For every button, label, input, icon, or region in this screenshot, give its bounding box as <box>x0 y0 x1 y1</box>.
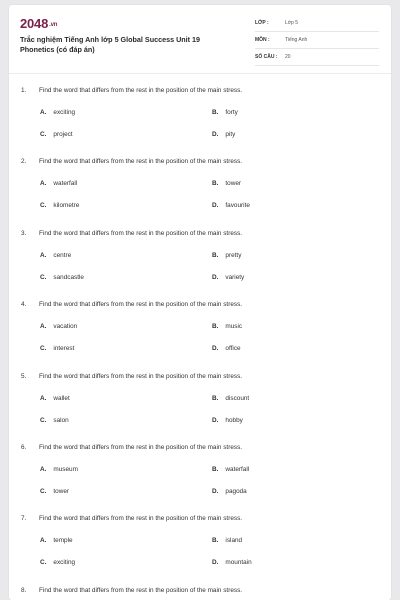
answer-letter: B. <box>212 465 219 473</box>
answer-letter: D. <box>212 487 219 495</box>
question-item <box>9 580 391 600</box>
answer-letter: A. <box>40 537 47 545</box>
answer-text: pretty <box>225 251 242 259</box>
question-text: Find the word that differs from the rest in the position of the main stress. <box>39 443 243 451</box>
meta-label-count: SỐ CÂU : <box>255 54 278 60</box>
answer-letter: A. <box>40 394 47 402</box>
answer-letter: B. <box>212 394 219 402</box>
answer-text: sandcastle <box>53 273 84 281</box>
logo-number: 2048 <box>20 16 49 31</box>
answer-letter: A. <box>40 109 47 116</box>
question-number: 2. <box>21 158 27 166</box>
answer-letter: D. <box>212 416 219 424</box>
meta-label-class: LỚP : <box>255 20 269 26</box>
worksheet-header <box>9 5 391 67</box>
answer-option-a[interactable] <box>40 395 70 402</box>
answer-text: exciting <box>53 109 76 116</box>
question-number: 7. <box>21 515 27 523</box>
worksheet-meta <box>255 15 379 66</box>
question-number: 5. <box>21 372 27 380</box>
answer-letter: D. <box>212 345 219 353</box>
answer-option-d[interactable] <box>212 417 243 424</box>
question-text: Find the word that differs from the rest in the position of the main stress. <box>39 87 243 94</box>
answer-text: pity <box>225 131 236 138</box>
answer-option-a[interactable] <box>40 109 75 116</box>
question-text: Find the word that differs from the rest in the position of the main stress. <box>39 301 243 309</box>
question-number: 6. <box>21 443 27 451</box>
answer-letter: C. <box>40 202 47 210</box>
answer-text: waterfall <box>53 180 78 188</box>
answer-option-b[interactable] <box>212 180 241 187</box>
question-text: Find the word that differs from the rest in the position of the main stress. <box>39 158 243 166</box>
answer-option-c[interactable] <box>40 417 69 424</box>
answer-option-d[interactable] <box>212 345 241 352</box>
answer-text: music <box>225 323 243 331</box>
answer-text: favourite <box>225 202 250 210</box>
answer-text: office <box>225 345 241 353</box>
answer-letter: B. <box>212 537 219 545</box>
answer-letter: C. <box>40 131 47 138</box>
answer-option-c[interactable] <box>40 202 79 209</box>
answer-letter: A. <box>40 465 47 473</box>
answer-option-c[interactable] <box>40 131 73 138</box>
answer-option-b[interactable] <box>212 252 241 259</box>
answer-letter: B. <box>212 251 219 259</box>
answer-letter: B. <box>212 109 219 116</box>
meta-row-subject <box>255 32 379 49</box>
answer-text: centre <box>53 251 72 259</box>
answer-option-c[interactable] <box>40 274 84 281</box>
answer-option-b[interactable] <box>212 323 242 330</box>
question-text: Find the word that differs from the rest in the position of the main stress. <box>39 515 243 523</box>
answer-letter: C. <box>40 416 47 424</box>
answer-text: tower <box>53 487 70 495</box>
site-logo[interactable] <box>20 16 57 31</box>
answer-text: vacation <box>53 323 78 331</box>
question-number: 3. <box>21 229 27 237</box>
answer-letter: C. <box>40 559 47 567</box>
answer-option-c[interactable] <box>40 345 74 352</box>
meta-row-count <box>255 49 379 66</box>
answer-option-d[interactable] <box>212 131 235 138</box>
question-number: 8. <box>21 586 27 594</box>
answer-option-b[interactable] <box>212 537 242 544</box>
answer-text: project <box>53 131 73 138</box>
question-text: Find the word that differs from the rest in the position of the main stress. <box>39 586 243 594</box>
answer-letter: A. <box>40 323 47 331</box>
answer-text: mountain <box>225 559 252 567</box>
answer-option-a[interactable] <box>40 466 78 473</box>
answer-text: interest <box>53 345 75 353</box>
question-text: Find the word that differs from the rest in the position of the main stress. <box>39 229 243 237</box>
logo-tld: .vn <box>49 21 58 28</box>
answer-text: exciting <box>53 559 76 567</box>
answer-text: museum <box>53 465 78 473</box>
question-item <box>9 294 391 365</box>
worksheet-page <box>9 5 391 600</box>
answer-letter: C. <box>40 345 47 353</box>
answer-text: forty <box>225 109 238 116</box>
answer-letter: C. <box>40 273 47 281</box>
question-item <box>9 80 391 151</box>
answer-option-d[interactable] <box>212 559 252 566</box>
answer-text: wallet <box>53 394 70 402</box>
question-item <box>9 223 391 294</box>
answer-text: kilometre <box>53 202 80 210</box>
answer-option-d[interactable] <box>212 202 250 209</box>
answer-text: temple <box>53 537 73 545</box>
answer-letter: D. <box>212 202 219 210</box>
answer-option-a[interactable] <box>40 180 77 187</box>
question-number: 1. <box>21 87 27 94</box>
meta-value-subject: Tiếng Anh <box>285 37 308 43</box>
answer-letter: D. <box>212 131 219 138</box>
question-text: Find the word that differs from the rest in the position of the main stress. <box>39 372 243 380</box>
answer-option-d[interactable] <box>212 488 247 495</box>
answer-option-c[interactable] <box>40 488 69 495</box>
meta-row-class <box>255 15 379 32</box>
answer-option-b[interactable] <box>212 395 249 402</box>
answer-letter: C. <box>40 487 47 495</box>
answer-option-b[interactable] <box>212 109 238 116</box>
answer-text: waterfall <box>225 465 250 473</box>
answer-option-a[interactable] <box>40 252 71 259</box>
question-number: 4. <box>21 301 27 309</box>
answer-text: pagoda <box>225 487 247 495</box>
meta-label-subject: MÔN : <box>255 37 270 43</box>
answer-letter: D. <box>212 559 219 567</box>
answer-letter: A. <box>40 180 47 188</box>
answer-text: discount <box>225 394 250 402</box>
question-item <box>9 508 391 579</box>
question-item <box>9 437 391 508</box>
meta-value-count: 20 <box>285 54 291 60</box>
answer-text: tower <box>225 180 242 188</box>
worksheet-title: Trắc nghiệm Tiếng Anh lớp 5 Global Success Unit 19 Phonetics (có đáp án) <box>20 35 201 54</box>
answer-letter: D. <box>212 273 219 281</box>
answer-option-c[interactable] <box>40 559 75 566</box>
answer-text: variety <box>225 273 245 281</box>
answer-option-a[interactable] <box>40 537 73 544</box>
answer-letter: B. <box>212 323 219 331</box>
header-divider <box>9 73 391 74</box>
answer-option-b[interactable] <box>212 466 249 473</box>
answer-option-a[interactable] <box>40 323 77 330</box>
meta-value-class: Lớp 5 <box>285 20 299 26</box>
answer-text: island <box>225 537 243 545</box>
answer-text: salon <box>53 416 69 424</box>
answer-text: hobby <box>225 416 243 424</box>
answer-option-d[interactable] <box>212 274 244 281</box>
question-item <box>9 366 391 437</box>
answer-letter: A. <box>40 251 47 259</box>
answer-letter: B. <box>212 180 219 188</box>
question-item <box>9 151 391 222</box>
question-list <box>9 80 391 600</box>
